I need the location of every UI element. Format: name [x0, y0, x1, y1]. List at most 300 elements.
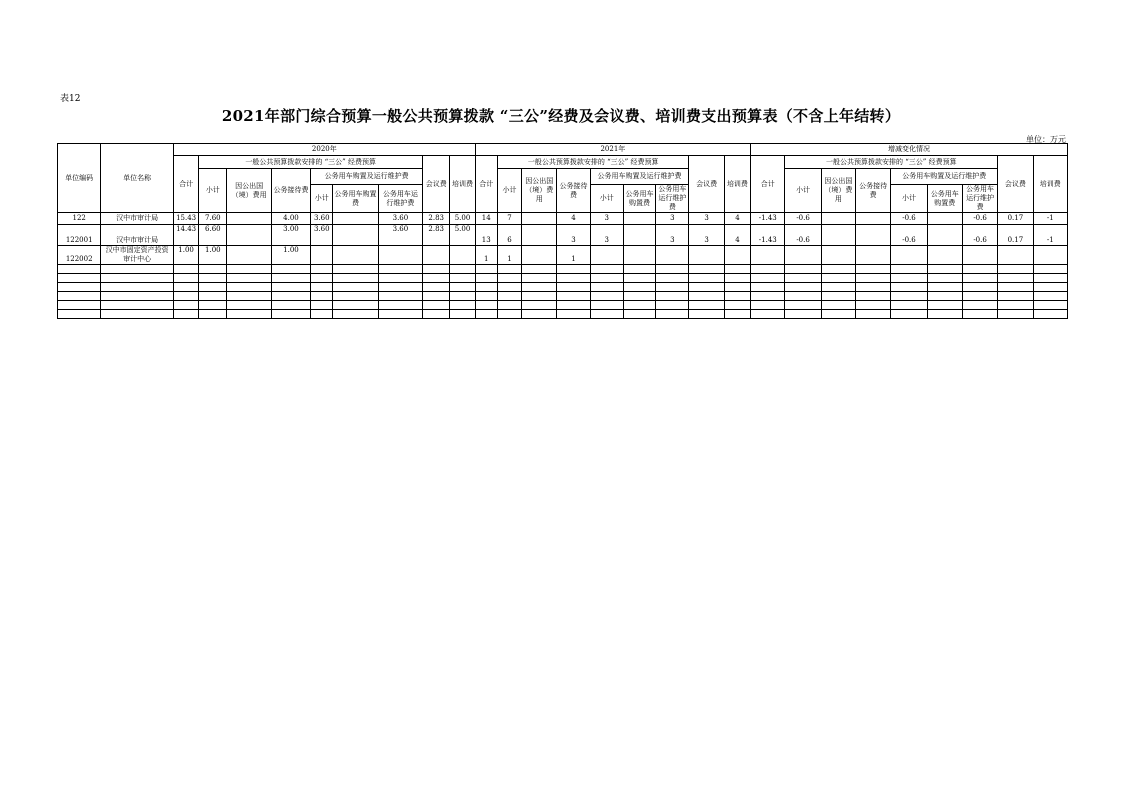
col-year-2021: 2021年 — [475, 144, 750, 156]
empty-cell — [891, 283, 927, 292]
cell-chg-total: -1.43 — [751, 225, 785, 246]
cell-2021-vehicle-sub: 3 — [590, 213, 623, 225]
cell-chg-vehicle-maint: -0.6 — [962, 213, 997, 225]
empty-cell — [623, 265, 655, 274]
cell-2020-vehicle-maint: 3.60 — [378, 225, 422, 246]
empty-cell — [998, 265, 1033, 274]
cell-2021-overseas — [522, 246, 557, 265]
cell-2021-reception: 1 — [557, 246, 590, 265]
empty-cell — [590, 283, 623, 292]
empty-cell — [333, 292, 378, 301]
empty-cell — [199, 274, 227, 283]
cell-chg-subtotal: -0.6 — [785, 213, 821, 225]
empty-cell — [174, 274, 199, 283]
col-2020-meeting: 会议费 — [423, 156, 450, 213]
cell-chg-vehicle-maint: -0.6 — [962, 225, 997, 246]
empty-cell — [101, 292, 174, 301]
empty-row — [58, 310, 1068, 319]
empty-cell — [998, 301, 1033, 310]
empty-cell — [821, 283, 855, 292]
unit-code-cell: 122 — [58, 213, 101, 225]
cell-2021-vehicle-sub: 3 — [590, 225, 623, 246]
empty-cell — [423, 301, 450, 310]
empty-cell — [557, 301, 590, 310]
cell-chg-vehicle-purchase — [927, 213, 962, 225]
col-chg-vehicle-purchase: 公务用车购置费 — [927, 185, 962, 213]
cell-2021-overseas — [522, 225, 557, 246]
cell-2020-meeting: 2.83 — [423, 225, 450, 246]
empty-cell — [751, 283, 785, 292]
empty-cell — [423, 265, 450, 274]
empty-cell — [101, 283, 174, 292]
empty-cell — [497, 292, 521, 301]
empty-cell — [333, 265, 378, 274]
empty-cell — [522, 274, 557, 283]
empty-cell — [821, 274, 855, 283]
col-chg-overseas: 因公出国（境）费用 — [821, 169, 855, 213]
col-2020-subtotal: 小计 — [199, 169, 227, 213]
empty-cell — [227, 292, 271, 301]
empty-cell — [227, 274, 271, 283]
cell-2021-vehicle-maint — [656, 246, 689, 265]
empty-cell — [333, 283, 378, 292]
empty-cell — [656, 274, 689, 283]
empty-cell — [891, 292, 927, 301]
cell-2021-vehicle-maint: 3 — [656, 213, 689, 225]
header-row-categories — [58, 169, 1068, 185]
empty-cell — [423, 292, 450, 301]
col-2021-training: 培训费 — [724, 156, 750, 213]
col-unit-code: 单位编码 — [58, 144, 101, 213]
cell-2020-overseas — [227, 213, 271, 225]
empty-cell — [522, 265, 557, 274]
cell-2021-subtotal: 6 — [497, 225, 521, 246]
empty-cell — [378, 292, 422, 301]
empty-cell — [856, 310, 891, 319]
empty-cell — [656, 301, 689, 310]
empty-cell — [751, 292, 785, 301]
empty-cell — [590, 301, 623, 310]
empty-cell — [101, 310, 174, 319]
cell-chg-meeting — [998, 246, 1033, 265]
empty-cell — [785, 274, 821, 283]
empty-cell — [475, 292, 497, 301]
cell-2020-vehicle-purchase — [333, 213, 378, 225]
empty-cell — [311, 292, 333, 301]
empty-cell — [656, 265, 689, 274]
empty-cell — [450, 274, 475, 283]
cell-chg-training: -1 — [1033, 213, 1067, 225]
empty-cell — [311, 265, 333, 274]
sheet-label: 表12 — [60, 94, 81, 104]
empty-cell — [475, 283, 497, 292]
empty-cell — [891, 274, 927, 283]
empty-cell — [998, 310, 1033, 319]
empty-cell — [475, 265, 497, 274]
empty-cell — [174, 310, 199, 319]
empty-cell — [1033, 274, 1067, 283]
col-2020-vehicle: 公务用车购置及运行维护费 — [311, 169, 423, 185]
empty-cell — [58, 283, 101, 292]
col-2021-subtotal: 小计 — [497, 169, 521, 213]
col-chg-reception: 公务接待费 — [856, 169, 891, 213]
col-2021-meeting: 会议费 — [689, 156, 724, 213]
empty-cell — [962, 301, 997, 310]
empty-cell — [475, 310, 497, 319]
empty-cell — [962, 310, 997, 319]
col-change: 增减变化情况 — [751, 144, 1068, 156]
col-2020-overseas: 因公出国（境）费用 — [227, 169, 271, 213]
empty-cell — [821, 265, 855, 274]
empty-cell — [271, 265, 310, 274]
col-2021-vehicle: 公务用车购置及运行维护费 — [590, 169, 689, 185]
cell-2021-meeting: 3 — [689, 213, 724, 225]
empty-cell — [271, 301, 310, 310]
unit-label: 单位：万元 — [1026, 135, 1066, 144]
cell-chg-total — [751, 246, 785, 265]
empty-cell — [927, 301, 962, 310]
empty-cell — [751, 310, 785, 319]
col-2020-reception: 公务接待费 — [271, 169, 310, 213]
cell-chg-reception — [856, 213, 891, 225]
cell-2021-meeting: 3 — [689, 225, 724, 246]
empty-cell — [656, 310, 689, 319]
cell-2021-overseas — [522, 213, 557, 225]
empty-cell — [998, 283, 1033, 292]
empty-cell — [174, 283, 199, 292]
header-row-sangong — [58, 156, 1068, 169]
cell-2021-vehicle-maint: 3 — [656, 225, 689, 246]
cell-2020-training: 5.00 — [450, 225, 475, 246]
empty-cell — [751, 301, 785, 310]
empty-cell — [998, 274, 1033, 283]
cell-2021-reception: 4 — [557, 213, 590, 225]
empty-cell — [557, 265, 590, 274]
empty-cell — [724, 283, 750, 292]
cell-2020-vehicle-purchase — [333, 225, 378, 246]
empty-cell — [785, 265, 821, 274]
cell-2020-total: 15.43 — [174, 213, 199, 225]
cell-chg-training — [1033, 246, 1067, 265]
col-year-2020: 2020年 — [174, 144, 476, 156]
empty-cell — [101, 265, 174, 274]
col-2020-vehicle-purchase: 公务用车购置费 — [333, 185, 378, 213]
empty-cell — [199, 283, 227, 292]
empty-cell — [891, 301, 927, 310]
col-2021-reception: 公务接待费 — [557, 169, 590, 213]
cell-chg-overseas — [821, 213, 855, 225]
col-chg-sangong: 一般公共预算拨款安排的 “三公” 经费预算 — [785, 156, 998, 169]
empty-cell — [856, 274, 891, 283]
empty-cell — [557, 292, 590, 301]
empty-cell — [689, 283, 724, 292]
col-chg-vehicle: 公务用车购置及运行维护费 — [891, 169, 998, 185]
empty-cell — [590, 292, 623, 301]
empty-cell — [497, 301, 521, 310]
cell-2021-vehicle-purchase — [623, 246, 655, 265]
empty-cell — [623, 274, 655, 283]
cell-chg-total: -1.43 — [751, 213, 785, 225]
cell-chg-vehicle-maint — [962, 246, 997, 265]
cell-2021-meeting — [689, 246, 724, 265]
cell-2021-reception: 3 — [557, 225, 590, 246]
empty-cell — [271, 283, 310, 292]
empty-cell — [785, 292, 821, 301]
empty-cell — [101, 301, 174, 310]
empty-cell — [856, 265, 891, 274]
cell-2021-total: 14 — [475, 213, 497, 225]
cell-2020-reception: 1.00 — [271, 246, 310, 265]
empty-row — [58, 301, 1068, 310]
empty-cell — [962, 292, 997, 301]
empty-cell — [785, 283, 821, 292]
unit-name-cell: 汉中市固定资产投资审计中心 — [101, 246, 174, 265]
empty-cell — [378, 265, 422, 274]
col-2021-vehicle-purchase: 公务用车购置费 — [623, 185, 655, 213]
empty-cell — [227, 310, 271, 319]
empty-cell — [785, 310, 821, 319]
col-2021-sangong: 一般公共预算拨款安排的 “三公” 经费预算 — [497, 156, 689, 169]
empty-cell — [1033, 283, 1067, 292]
empty-cell — [891, 310, 927, 319]
empty-cell — [623, 283, 655, 292]
empty-cell — [199, 265, 227, 274]
cell-chg-overseas — [821, 246, 855, 265]
empty-cell — [174, 292, 199, 301]
empty-cell — [1033, 292, 1067, 301]
empty-cell — [333, 274, 378, 283]
empty-cell — [590, 310, 623, 319]
cell-2020-subtotal: 6.60 — [199, 225, 227, 246]
empty-cell — [333, 301, 378, 310]
empty-cell — [557, 274, 590, 283]
empty-cell — [998, 292, 1033, 301]
unit-code-cell: 122001 — [58, 225, 101, 246]
cell-2020-vehicle-sub: 3.60 — [311, 213, 333, 225]
cell-chg-vehicle-sub: -0.6 — [891, 213, 927, 225]
empty-cell — [423, 310, 450, 319]
empty-cell — [724, 274, 750, 283]
empty-cell — [522, 292, 557, 301]
empty-row — [58, 265, 1068, 274]
empty-cell — [378, 310, 422, 319]
cell-2020-meeting: 2.83 — [423, 213, 450, 225]
empty-cell — [821, 292, 855, 301]
empty-cell — [271, 292, 310, 301]
cell-chg-vehicle-sub: -0.6 — [891, 225, 927, 246]
empty-cell — [623, 292, 655, 301]
empty-cell — [557, 310, 590, 319]
empty-cell — [522, 283, 557, 292]
unit-name-cell: 汉中市审计局 — [101, 213, 174, 225]
empty-cell — [450, 292, 475, 301]
cell-chg-vehicle-purchase — [927, 246, 962, 265]
empty-cell — [724, 265, 750, 274]
cell-2020-vehicle-sub — [311, 246, 333, 265]
empty-cell — [101, 274, 174, 283]
budget-table — [57, 143, 1068, 319]
cell-chg-vehicle-purchase — [927, 225, 962, 246]
cell-chg-meeting: 0.17 — [998, 225, 1033, 246]
empty-cell — [724, 292, 750, 301]
empty-cell — [58, 265, 101, 274]
header-row-years — [58, 144, 1068, 156]
col-chg-vehicle-sub: 小计 — [891, 185, 927, 213]
empty-cell — [962, 283, 997, 292]
cell-2021-subtotal: 1 — [497, 246, 521, 265]
empty-cell — [927, 265, 962, 274]
empty-cell — [497, 274, 521, 283]
empty-row — [58, 274, 1068, 283]
cell-chg-subtotal — [785, 246, 821, 265]
cell-2021-total: 1 — [475, 246, 497, 265]
cell-chg-subtotal: -0.6 — [785, 225, 821, 246]
empty-cell — [656, 283, 689, 292]
cell-2021-training: 4 — [724, 225, 750, 246]
cell-2020-vehicle-sub: 3.60 — [311, 225, 333, 246]
cell-2020-subtotal: 7.60 — [199, 213, 227, 225]
empty-cell — [311, 283, 333, 292]
empty-cell — [1033, 265, 1067, 274]
unit-code-cell: 122002 — [58, 246, 101, 265]
empty-cell — [689, 292, 724, 301]
empty-cell — [199, 292, 227, 301]
empty-cell — [927, 274, 962, 283]
empty-cell — [227, 265, 271, 274]
table-row — [58, 225, 1068, 246]
empty-cell — [450, 310, 475, 319]
empty-cell — [751, 274, 785, 283]
empty-cell — [58, 301, 101, 310]
empty-cell — [58, 292, 101, 301]
col-2020-vehicle-sub: 小计 — [311, 185, 333, 213]
col-chg-total: 合计 — [751, 156, 785, 213]
empty-cell — [590, 265, 623, 274]
cell-2020-vehicle-maint: 3.60 — [378, 213, 422, 225]
empty-row — [58, 283, 1068, 292]
cell-2021-total: 13 — [475, 225, 497, 246]
col-2020-training: 培训费 — [450, 156, 475, 213]
empty-cell — [623, 310, 655, 319]
empty-cell — [271, 310, 310, 319]
col-unit-name: 单位名称 — [101, 144, 174, 213]
empty-cell — [227, 283, 271, 292]
cell-2020-reception: 3.00 — [271, 225, 310, 246]
cell-2020-training — [450, 246, 475, 265]
empty-cell — [724, 310, 750, 319]
col-2020-sangong: 一般公共预算拨款安排的 “三公” 经费预算 — [199, 156, 423, 169]
empty-cell — [58, 274, 101, 283]
empty-cell — [821, 310, 855, 319]
empty-cell — [475, 274, 497, 283]
empty-cell — [962, 274, 997, 283]
cell-chg-training: -1 — [1033, 225, 1067, 246]
cell-chg-vehicle-sub — [891, 246, 927, 265]
empty-cell — [856, 283, 891, 292]
page-title: 2021年部门综合预算一般公共预算拨款 “三公”经费及会议费、培训费支出预算表（不含上年结转） — [221, 107, 901, 125]
cell-2020-total: 14.43 — [174, 225, 199, 246]
cell-chg-overseas — [821, 225, 855, 246]
empty-cell — [1033, 310, 1067, 319]
empty-cell — [557, 283, 590, 292]
col-chg-meeting: 会议费 — [998, 156, 1033, 213]
cell-chg-reception — [856, 246, 891, 265]
table-row — [58, 246, 1068, 265]
cell-2021-subtotal: 7 — [497, 213, 521, 225]
empty-cell — [227, 301, 271, 310]
empty-cell — [522, 301, 557, 310]
empty-cell — [378, 274, 422, 283]
empty-cell — [311, 274, 333, 283]
empty-cell — [689, 310, 724, 319]
empty-cell — [927, 292, 962, 301]
col-2020-total: 合计 — [174, 156, 199, 213]
empty-cell — [450, 265, 475, 274]
empty-cell — [311, 301, 333, 310]
empty-cell — [623, 301, 655, 310]
col-2021-vehicle-sub: 小计 — [590, 185, 623, 213]
cell-2020-subtotal: 1.00 — [199, 246, 227, 265]
empty-cell — [891, 265, 927, 274]
empty-cell — [199, 301, 227, 310]
empty-cell — [821, 301, 855, 310]
empty-row — [58, 292, 1068, 301]
empty-cell — [423, 274, 450, 283]
empty-cell — [423, 283, 450, 292]
cell-2021-vehicle-sub — [590, 246, 623, 265]
empty-cell — [497, 265, 521, 274]
empty-cell — [378, 301, 422, 310]
empty-cell — [497, 283, 521, 292]
empty-cell — [689, 274, 724, 283]
empty-cell — [475, 301, 497, 310]
empty-cell — [450, 283, 475, 292]
empty-cell — [199, 310, 227, 319]
col-2020-vehicle-maint: 公务用车运行维护费 — [378, 185, 422, 213]
cell-2020-vehicle-purchase — [333, 246, 378, 265]
cell-2020-reception: 4.00 — [271, 213, 310, 225]
empty-cell — [497, 310, 521, 319]
cell-chg-meeting: 0.17 — [998, 213, 1033, 225]
empty-cell — [1033, 301, 1067, 310]
cell-2021-training: 4 — [724, 213, 750, 225]
empty-cell — [522, 310, 557, 319]
empty-cell — [450, 301, 475, 310]
table-row — [58, 213, 1068, 225]
empty-cell — [962, 265, 997, 274]
empty-cell — [689, 301, 724, 310]
cell-2020-total: 1.00 — [174, 246, 199, 265]
empty-cell — [751, 265, 785, 274]
empty-cell — [378, 283, 422, 292]
empty-cell — [927, 283, 962, 292]
col-chg-vehicle-maint: 公务用车运行维护费 — [962, 185, 997, 213]
cell-chg-reception — [856, 225, 891, 246]
unit-name-cell: 汉中市审计局 — [101, 225, 174, 246]
cell-2020-overseas — [227, 246, 271, 265]
cell-2021-training — [724, 246, 750, 265]
empty-cell — [689, 265, 724, 274]
empty-cell — [927, 310, 962, 319]
empty-cell — [724, 301, 750, 310]
cell-2020-training: 5.00 — [450, 213, 475, 225]
col-2021-total: 合计 — [475, 156, 497, 213]
col-2021-vehicle-maint: 公务用车运行维护费 — [656, 185, 689, 213]
empty-cell — [271, 274, 310, 283]
col-2021-overseas: 因公出国（境）费用 — [522, 169, 557, 213]
empty-cell — [174, 301, 199, 310]
col-chg-training: 培训费 — [1033, 156, 1067, 213]
